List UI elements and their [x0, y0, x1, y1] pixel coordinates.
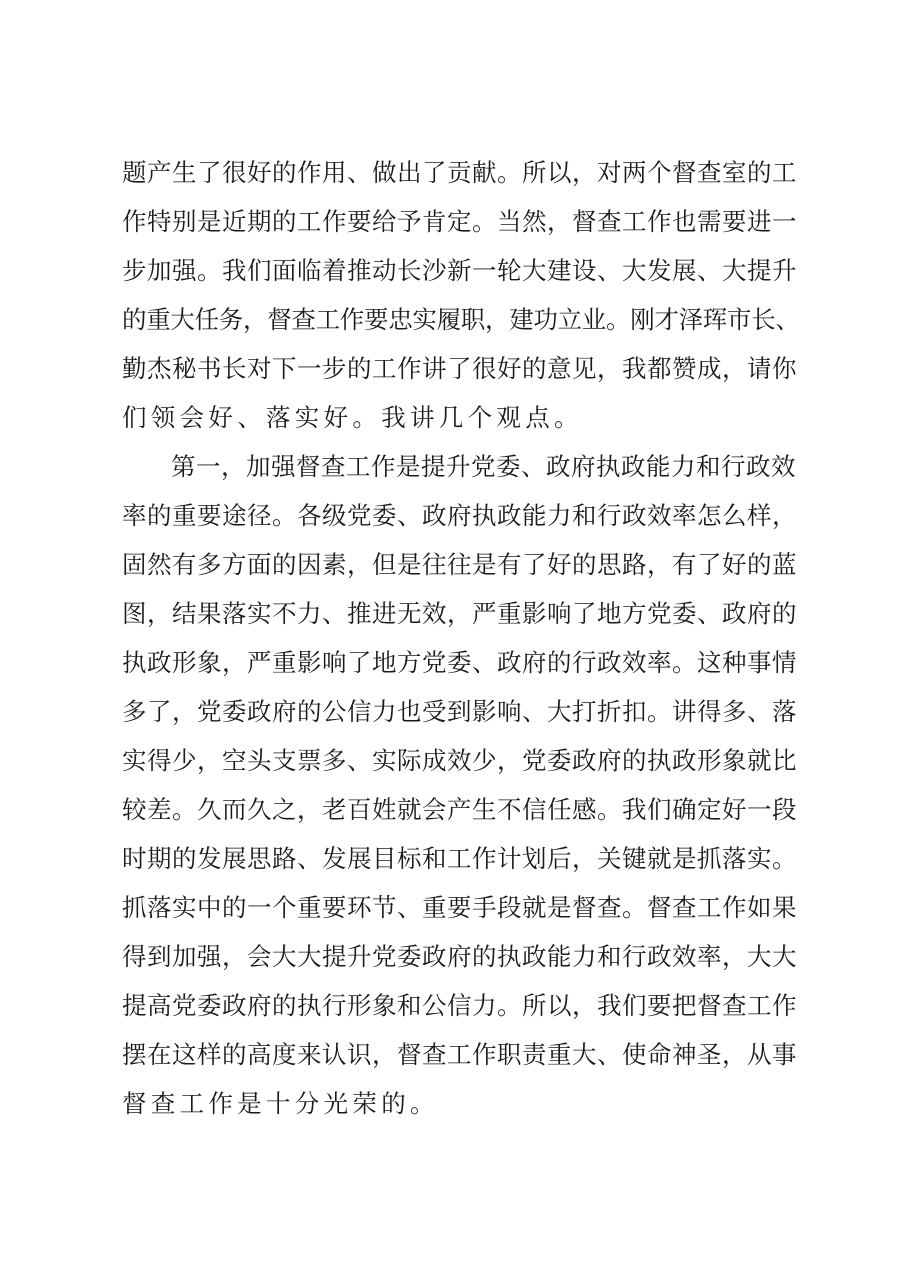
text-line: 图，结果落实不力、推进无效，严重影响了地方党委、政府的 [122, 599, 797, 628]
text-line: 抓落实中的一个重要环节、重要手段就是督查。督查工作如果 [122, 893, 797, 922]
text-line: 时期的发展思路、发展目标和工作计划后，关键就是抓落实。 [122, 844, 797, 873]
text-line: 步加强。我们面临着推动长沙新一轮大建设、大发展、大提升 [122, 256, 797, 285]
text-line: 勤杰秘书长对下一步的工作讲了很好的意见，我都赞成，请你 [122, 354, 797, 383]
text-line: 较差。久而久之，老百姓就会产生不信任感。我们确定好一段 [122, 795, 797, 824]
text-line: 执政形象，严重影响了地方党委、政府的行政效率。这种事情 [122, 648, 797, 677]
text-line: 实得少，空头支票多、实际成效少，党委政府的执政形象就比 [122, 746, 797, 775]
paragraph-first-line: 第一，加强督查工作是提升党委、政府执政能力和行政效 [171, 452, 796, 481]
text-line: 的重大任务，督查工作要忠实履职，建功立业。刚才泽珲市长、 [122, 305, 800, 334]
text-line: 作特别是近期的工作要给予肯定。当然，督查工作也需要进一 [122, 207, 797, 236]
text-line: 摆在这样的高度来认识，督查工作职责重大、使命神圣，从事 [122, 1040, 797, 1069]
text-line: 得到加强，会大大提升党委政府的执政能力和行政效率，大大 [122, 942, 797, 971]
text-line: 们领会好、落实好。我讲几个观点。 [122, 403, 583, 432]
text-line: 率的重要途径。各级党委、政府执政能力和行政效率怎么样， [122, 501, 797, 530]
text-line: 提高党委政府的执行形象和公信力。所以，我们要把督查工作 [122, 991, 797, 1020]
text-line: 督查工作是十分光荣的。 [122, 1089, 439, 1118]
text-line: 固然有多方面的因素，但是往往是有了好的思路，有了好的蓝 [122, 550, 797, 579]
text-line: 多了，党委政府的公信力也受到影响、大打折扣。讲得多、落 [122, 697, 797, 726]
text-line: 题产生了很好的作用、做出了贡献。所以，对两个督查室的工 [122, 158, 797, 187]
